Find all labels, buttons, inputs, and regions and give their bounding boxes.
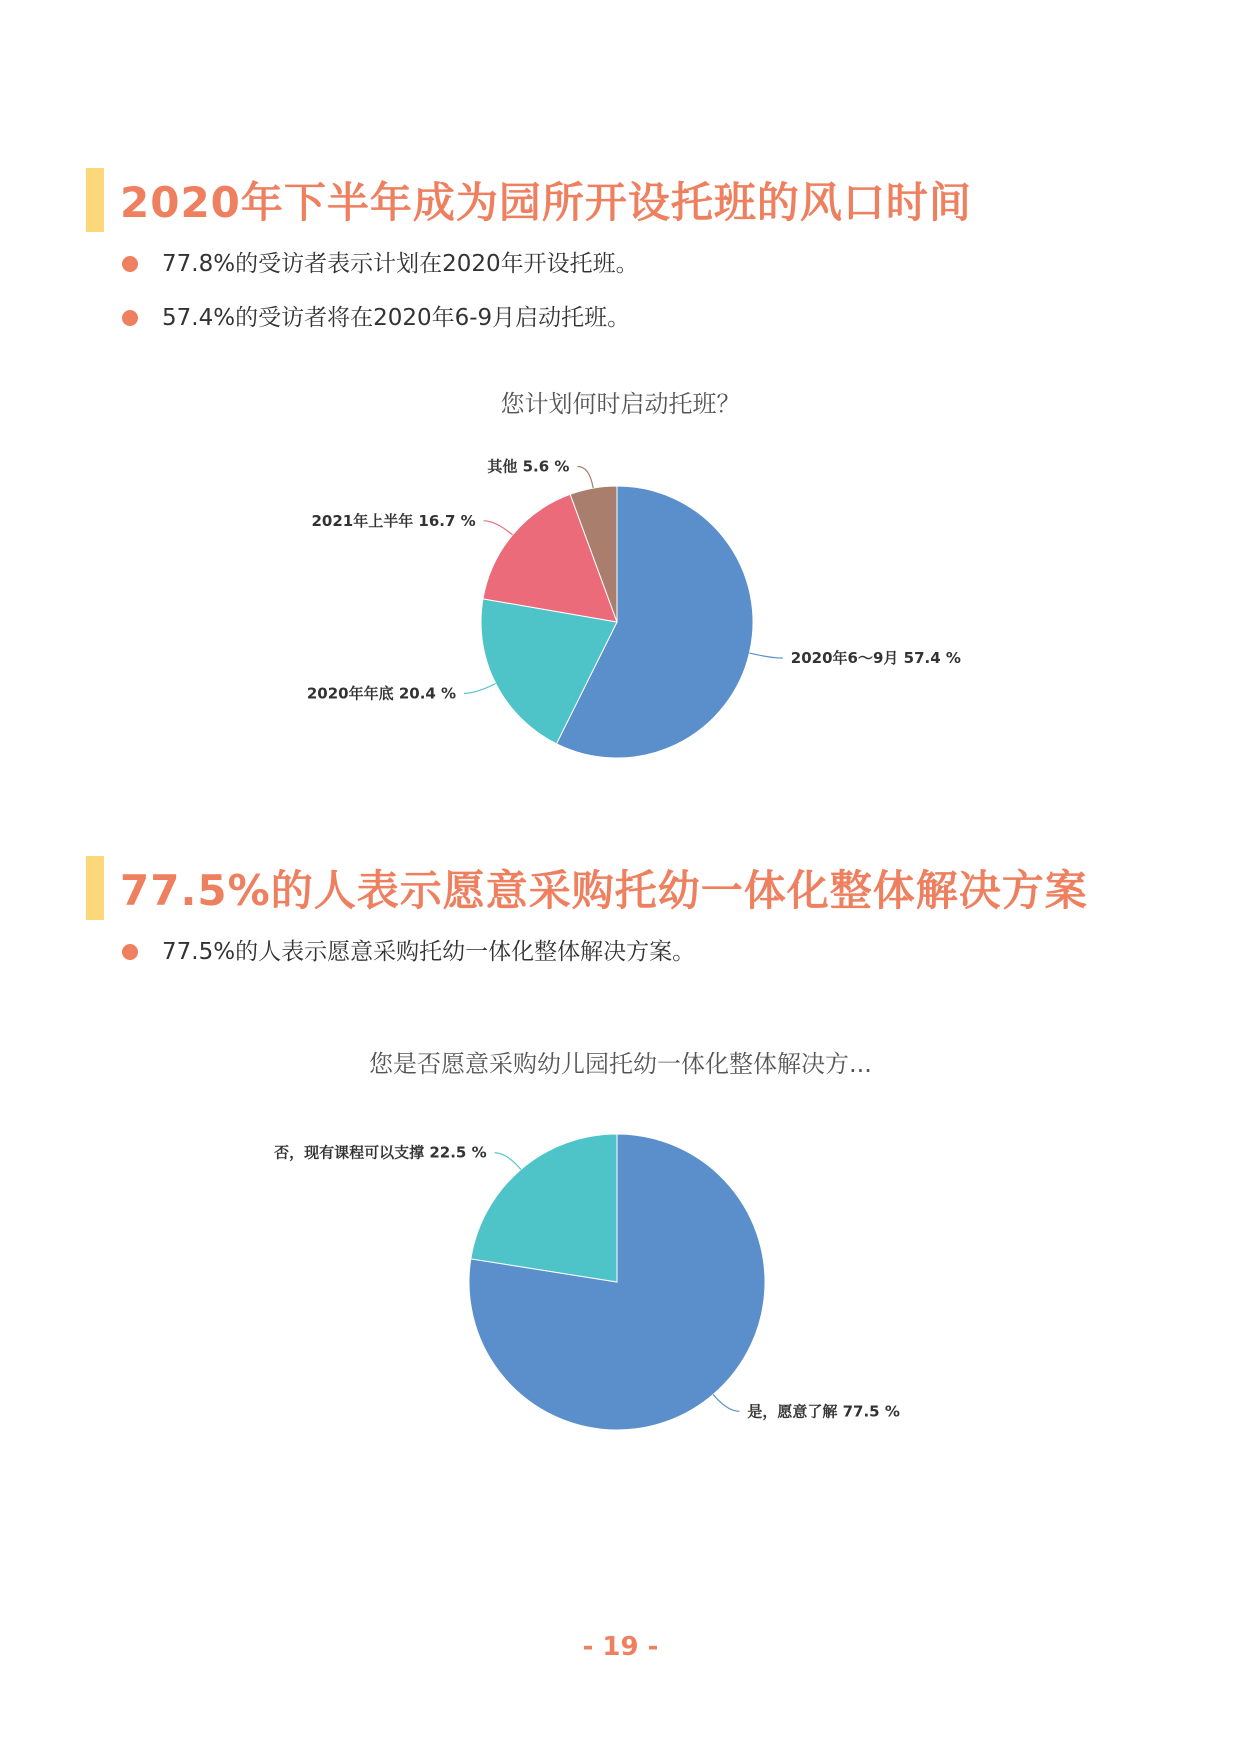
bullet-text: 57.4%的受访者将在2020年6-9月启动托班。 <box>162 305 631 331</box>
leader-line-0 <box>749 653 782 658</box>
slice-label-0: 2020年6～9月 57.4 % <box>790 649 961 668</box>
title-accent-bar <box>86 168 104 232</box>
chart-2-title: 您是否愿意采购幼儿园托幼一体化整体解决方... <box>369 1050 872 1078</box>
bullet-text: 77.5%的人表示愿意采购托幼一体化整体解决方案。 <box>162 939 696 965</box>
leader-line-1 <box>495 1153 521 1170</box>
title-accent-bar <box>86 856 104 920</box>
leader-line-1 <box>464 684 496 694</box>
bullet-list-2 <box>120 925 695 979</box>
section-title-1-text: 2020年下半年成为园所开设托班的风口时间 <box>120 178 972 227</box>
bullet-dot-icon <box>122 944 138 960</box>
chart-2-pie <box>0 1110 1241 1450</box>
slice-label-1: 2020年年底 20.4 % <box>306 684 457 703</box>
page-number: - 19 - <box>582 1632 659 1662</box>
section-title-1 <box>86 168 972 232</box>
list-item <box>120 291 639 345</box>
leader-line-0 <box>713 1395 739 1412</box>
leader-line-3 <box>577 466 593 488</box>
bullet-text: 77.8%的受访者表示计划在2020年开设托班。 <box>162 251 639 277</box>
section-title-2 <box>86 856 1088 920</box>
chart-1-title: 您计划何时启动托班？ <box>500 390 741 418</box>
pie-slice-1 <box>471 1134 617 1282</box>
slice-label-3: 其他 5.6 % <box>487 457 570 476</box>
chart-1-pie <box>0 440 1241 800</box>
list-item <box>120 237 639 291</box>
slice-label-0: 是，愿意了解 77.5 % <box>747 1402 900 1421</box>
leader-line-2 <box>484 521 513 535</box>
slice-label-2: 2021年上半年 16.7 % <box>311 511 476 530</box>
slice-label-1: 否，现有课程可以支撑 22.5 % <box>274 1143 487 1162</box>
section-title-2-text: 77.5%的人表示愿意采购托幼一体化整体解决方案 <box>120 866 1088 915</box>
list-item <box>120 925 695 979</box>
bullet-dot-icon <box>122 310 138 326</box>
bullet-list-1 <box>120 237 639 345</box>
bullet-dot-icon <box>122 256 138 272</box>
